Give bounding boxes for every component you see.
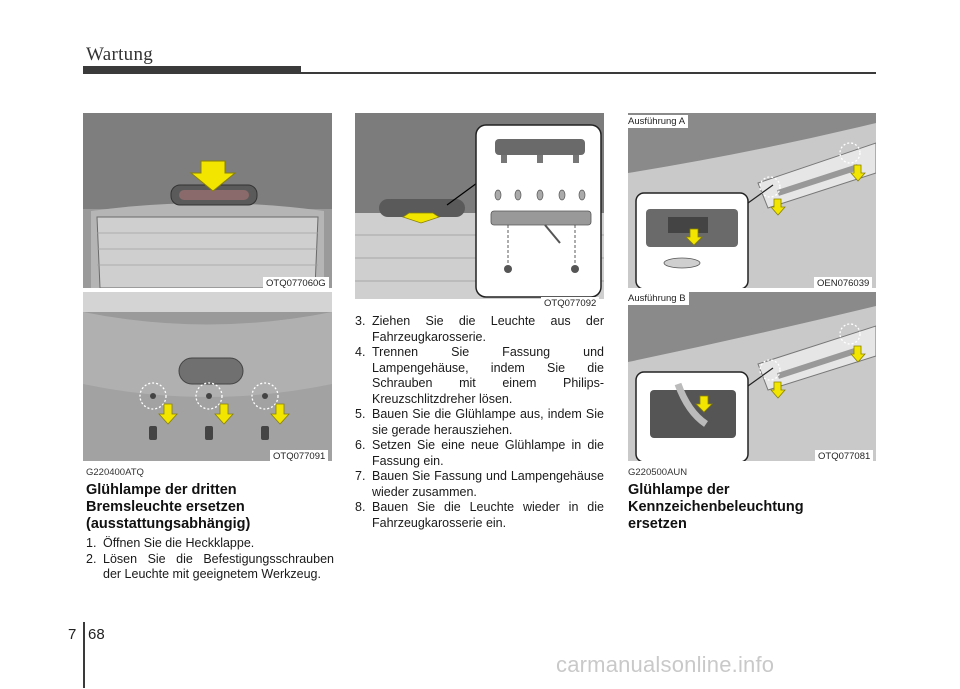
watermark-text: carmanualsonline.info [556, 652, 775, 677]
section-code: G220400ATQ [86, 467, 144, 478]
instruction-step [355, 500, 604, 531]
step-text: Öffnen Sie die Heckklappe. [103, 536, 255, 550]
instruction-step [86, 552, 334, 583]
step-text: Bauen Sie die Leuchte wieder in die Fahrzeugkarosserie ein. [372, 500, 604, 530]
figure-license-plate-light-variant-b [628, 292, 876, 461]
instruction-list [355, 314, 604, 531]
variant-label: Ausführung A [625, 115, 688, 128]
step-text: Bauen Sie die Glühlampe aus, indem Sie sie gerade herausziehen. [372, 407, 604, 437]
variant-label: Ausführung B [625, 292, 689, 305]
step-number: 4. [355, 345, 366, 359]
step-text: Bauen Sie Fassung und Lampengehäuse wieder zusammen. [372, 469, 604, 499]
step-number: 6. [355, 438, 366, 452]
figure-code: OTQ077081 [815, 450, 873, 463]
step-number: 1. [86, 536, 97, 550]
figure-license-plate-light-variant-a [628, 113, 876, 288]
figure-third-brake-light-location [83, 113, 332, 288]
figure-code: OEN076039 [814, 277, 872, 290]
instruction-list [86, 536, 334, 583]
step-text: Ziehen Sie die Leuchte aus der Fahrzeugkarosserie. [372, 314, 604, 344]
figure-code: OTQ077092 [541, 297, 599, 310]
figure-brake-light-screws [83, 292, 332, 461]
section-title: Glühlampe der Kennzeichenbeleuchtung ersetzen [628, 482, 804, 532]
chapter-number: 7 [68, 626, 77, 643]
figure-lamp-assembly-exploded [355, 113, 604, 299]
step-number: 3. [355, 314, 366, 328]
instruction-step [355, 407, 604, 438]
step-text: Trennen Sie Fassung und Lampengehäuse, indem Sie die Schrauben mit einem Philips-Kreuzschlitzdreher lösen. [372, 345, 604, 406]
step-number: 8. [355, 500, 366, 514]
header-rule [83, 72, 876, 74]
step-number: 7. [355, 469, 366, 483]
section-title: Glühlampe der dritten Bremsleuchte ersetzen (ausstattungsabhängig) [86, 482, 251, 532]
step-number: 2. [86, 551, 97, 566]
figure-code: OTQ077091 [270, 450, 328, 463]
instruction-step [355, 314, 604, 345]
figure-code: OTQ077060G [263, 277, 329, 290]
step-number: 5. [355, 407, 366, 421]
step-text: Setzen Sie eine neue Glühlampe in die Fassung ein. [372, 438, 604, 468]
instruction-step [355, 469, 604, 500]
section-code: G220500AUN [628, 467, 688, 478]
footer-divider [83, 622, 85, 688]
instruction-step [86, 536, 334, 552]
page-header-title: Wartung [86, 44, 154, 65]
page-number: 68 [88, 626, 105, 643]
step-text: Lösen Sie die Befestigungsschrauben der Leuchte mit geeignetem Werkzeug. [103, 551, 334, 581]
instruction-step [355, 345, 604, 407]
instruction-step [355, 438, 604, 469]
